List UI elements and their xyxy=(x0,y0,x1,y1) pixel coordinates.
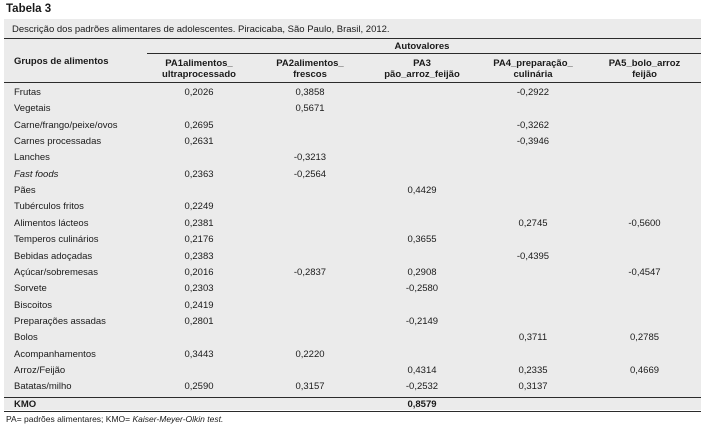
table-cell: 0,2176 xyxy=(184,234,214,246)
kmo-rule xyxy=(4,397,701,398)
column-header-line: PA1alimentos_ xyxy=(165,58,233,69)
table-cell: 0,2908 xyxy=(407,266,437,278)
table-cell: 0,3157 xyxy=(295,381,325,393)
table-caption: Descrição dos padrões alimentares de adolescentes. Piracicaba, São Paulo, Brasil, 2012. xyxy=(12,24,390,35)
table-cell: 0,3655 xyxy=(407,234,437,246)
table-footnote xyxy=(6,414,223,424)
table-cell: 0,3443 xyxy=(184,348,214,360)
column-header-line: PA2alimentos_ xyxy=(276,58,344,69)
row-label: Bebidas adoçadas xyxy=(14,250,93,262)
column-header-pa1 xyxy=(149,58,249,80)
column-header-line: PA4_preparação_ xyxy=(493,58,573,69)
table-cell: 0,4314 xyxy=(407,364,437,376)
table-cell: 0,2026 xyxy=(184,87,214,98)
table-cell: 0,2363 xyxy=(184,168,214,180)
table-cell: 0,2801 xyxy=(184,315,214,327)
table-cell: 0,2381 xyxy=(184,217,214,229)
kmo-value: 0,8579 xyxy=(407,399,437,410)
table-cell: -0,4395 xyxy=(516,250,550,262)
row-label: Carne/frango/peixe/ovos xyxy=(14,119,118,131)
table-cell: -0,2532 xyxy=(405,381,439,393)
top-rule xyxy=(4,38,701,39)
table-cell: 0,4669 xyxy=(629,364,660,376)
table-cell: 0,3858 xyxy=(295,87,325,98)
table-cell: -0,3262 xyxy=(516,119,550,131)
table-cell: -0,3213 xyxy=(293,152,327,164)
row-label: Acompanhamentos xyxy=(14,348,96,360)
table-cell: 0,2016 xyxy=(184,266,214,278)
table-cell: 0,2590 xyxy=(184,381,214,393)
table-cell: -0,2564 xyxy=(293,168,327,180)
table-cell: 0,2383 xyxy=(184,250,214,262)
table-cell: 0,3137 xyxy=(518,381,548,393)
table-cell: 0,2335 xyxy=(518,364,548,376)
table-cell: -0,3946 xyxy=(516,136,550,148)
row-label: Açúcar/sobremesas xyxy=(14,266,98,278)
column-header-line: frescos xyxy=(293,69,327,80)
table-cell: 0,2220 xyxy=(295,348,325,360)
kmo-label: KMO xyxy=(14,399,37,410)
row-label: Preparações assadas xyxy=(14,315,106,327)
table-cell: -0,4547 xyxy=(628,266,661,278)
column-header-line: pão_arroz_feijão xyxy=(384,69,460,80)
row-label: Temperos culinários xyxy=(14,234,99,246)
footnote-italic-text: Kaiser-Meyer-Olkin test. xyxy=(132,414,224,424)
column-header-line: PA3 xyxy=(413,58,431,69)
group-header: Grupos de alimentos xyxy=(14,56,109,67)
row-label: Biscoitos xyxy=(14,299,53,311)
table-cell: -0,2149 xyxy=(405,315,439,327)
column-header-line: ultraprocessado xyxy=(162,69,236,80)
row-label: Arroz/Feijão xyxy=(14,364,66,376)
table-cell: 0,5671 xyxy=(295,103,325,115)
table-cell: -0,2580 xyxy=(405,283,439,295)
table-cell: -0,2922 xyxy=(516,87,550,98)
table-cell: 0,2785 xyxy=(629,332,660,344)
header-rule xyxy=(4,82,701,83)
row-label: Alimentos lácteos xyxy=(14,217,89,229)
row-label: Sorvete xyxy=(14,283,47,295)
row-label: Fast foods xyxy=(14,168,59,180)
row-label: Vegetais xyxy=(14,103,51,115)
row-label: Batatas/milho xyxy=(14,381,72,393)
column-header-line: feijão xyxy=(632,69,657,80)
column-header-pa2 xyxy=(260,58,360,80)
row-label: Pães xyxy=(14,185,36,197)
column-header-pa5 xyxy=(592,58,697,80)
table-cell: 0,2695 xyxy=(184,119,214,131)
column-header-pa3 xyxy=(372,58,472,80)
table-cell: 0,2631 xyxy=(184,136,214,148)
table-label: Tabela 3 xyxy=(6,3,52,15)
table-cell: 0,2419 xyxy=(184,299,214,311)
footnote-text: PA= padrões alimentares; KMO= xyxy=(6,414,133,424)
row-label: Lanches xyxy=(14,152,50,164)
autovalores-header: Autovalores xyxy=(394,41,450,52)
table-cell: 0,2249 xyxy=(184,201,214,213)
column-header-pa4 xyxy=(483,58,583,80)
table-cell: 0,2745 xyxy=(518,217,548,229)
table-cell: 0,3711 xyxy=(518,332,548,344)
row-label: Frutas xyxy=(14,87,41,98)
table-cell: 0,2303 xyxy=(184,283,214,295)
table-cell: -0,2837 xyxy=(293,266,327,278)
column-header-line: PA5_bolo_arroz xyxy=(608,58,681,69)
bottom-rule xyxy=(4,411,701,412)
row-label: Tubérculos fritos xyxy=(14,201,84,213)
span-rule xyxy=(147,53,701,54)
column-header-line: culinária xyxy=(513,69,553,80)
table-cell: 0,4429 xyxy=(407,185,437,197)
row-label: Bolos xyxy=(14,332,38,344)
table-cell: -0,5600 xyxy=(628,217,661,229)
row-label: Carnes processadas xyxy=(14,136,102,148)
